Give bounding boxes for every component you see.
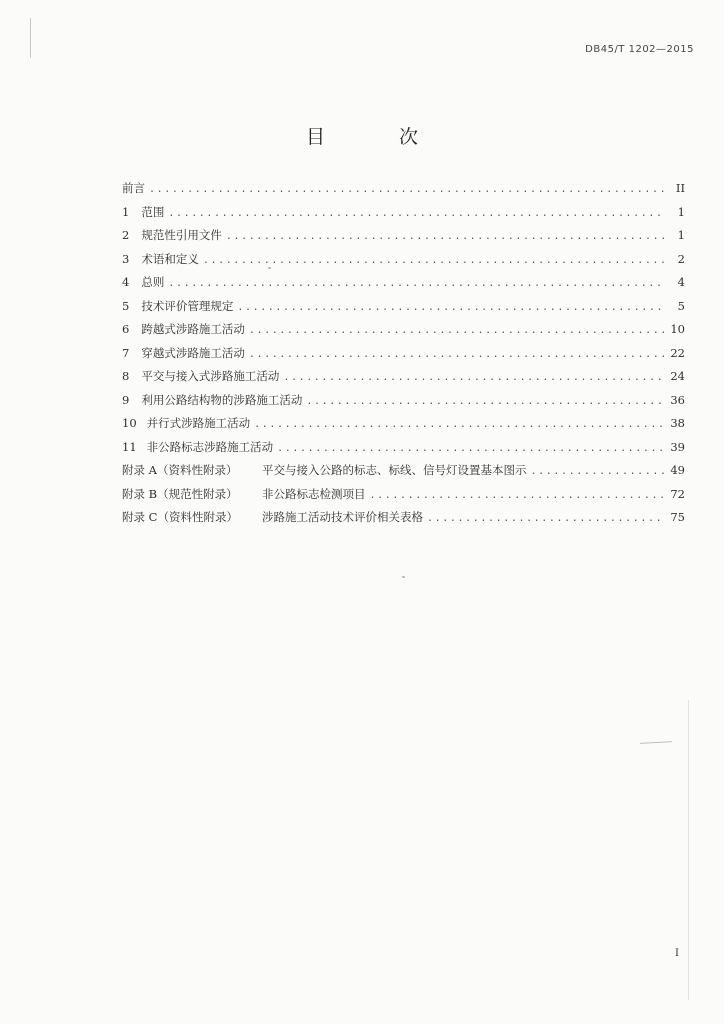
toc-entry-page: 10 [670,322,685,336]
toc-dot-leader [283,366,664,390]
toc-entry-number: 3 [122,251,130,266]
toc-entry[interactable] [122,271,685,295]
toc-dot-leader [203,249,665,273]
toc-entry-title: 范围 [141,204,165,219]
toc-entry-title: 平交与接入式涉路施工活动 [141,369,280,383]
toc-dot-leader [254,413,664,437]
toc-entry-appendix-label: 附录 C（资料性附录） [122,510,238,524]
toc-dot-leader [427,507,664,531]
scan-speck [402,576,405,578]
toc-entry[interactable] [122,506,685,530]
toc-dot-leader [168,272,665,296]
toc-entry-title: 平交与接入公路的标志、标线、信号灯设置基本图示 [262,463,527,477]
page-number: I [675,948,679,959]
toc-entry-page: 38 [670,416,685,430]
toc-entry-number: 8 [122,369,130,383]
toc-entry-title: 技术评价管理规定 [141,298,234,313]
toc-dot-leader [249,319,665,343]
toc-entry-title: 规范性引用文件 [141,228,222,242]
toc-entry[interactable] [122,177,685,201]
toc-entry[interactable] [122,295,685,319]
toc-entry[interactable] [122,224,685,248]
toc-entry-title: 涉路施工活动技术评价相关表格 [262,510,423,524]
toc-entry-number: 1 [122,204,130,219]
toc-entry-page: 5 [677,298,685,313]
toc-entry-page: 1 [677,204,685,219]
toc-entry-appendix-label: 附录 A（资料性附录） [122,463,238,477]
toc-entry-number: 6 [122,322,130,336]
toc-entry-page: 36 [670,392,685,407]
toc-dot-leader [226,225,665,249]
toc-list [122,177,685,530]
toc-entry[interactable] [122,248,685,272]
toc-entry-number: 2 [122,228,130,242]
toc-entry-page: 39 [670,439,685,454]
toc-entry-title: 跨越式涉路施工活动 [141,322,245,336]
toc-entry-title: 利用公路结构物的涉路施工活动 [141,392,303,407]
toc-entry[interactable] [122,318,685,342]
toc-entry-number: 10 [122,416,137,430]
toc-entry-page: 72 [670,486,685,501]
scan-margin-mark [30,18,31,58]
toc-entry-page: 22 [670,345,685,360]
toc-dot-leader [370,484,665,508]
toc-entry[interactable] [122,365,685,389]
toc-entry-title: 并行式涉路施工活动 [146,416,251,430]
toc-entry[interactable] [122,389,685,413]
toc-entry[interactable] [122,201,685,225]
toc-entry[interactable] [122,342,685,366]
toc-entry[interactable] [122,483,685,507]
toc-entry-page: 1 [677,228,685,242]
scan-edge-line [688,700,689,1000]
toc-dot-leader [237,296,665,320]
toc-entry[interactable] [122,412,685,436]
toc-entry-number: 7 [122,345,130,360]
toc-entry-page: II [675,181,685,195]
toc-entry-number: 5 [122,298,130,313]
toc-entry-page: 24 [670,369,685,383]
toc-entry-title: 前言 [122,181,145,195]
toc-entry-number: 11 [122,439,137,454]
toc-title: 目 次 [305,126,453,148]
toc-entry-page: 49 [670,463,685,477]
toc-entry[interactable] [122,436,685,460]
document-code: DB45/T 1202—2015 [585,44,694,55]
toc-dot-leader [306,390,664,414]
toc-dot-leader [168,202,665,226]
toc-entry-appendix-label: 附录 B（规范性附录） [122,486,238,501]
toc-entry-page: 4 [677,275,685,289]
toc-dot-leader [531,460,665,484]
toc-entry-page: 2 [677,251,685,266]
toc-entry[interactable] [122,459,685,483]
scan-stray-stroke [640,741,672,744]
toc-entry-title: 非公路标志检测项目 [262,486,366,501]
toc-dot-leader [277,437,664,461]
toc-entry-page: 75 [670,510,685,524]
toc-entry-number: 9 [122,392,130,407]
toc-entry-title: 总则 [141,275,165,289]
toc-entry-title: 非公路标志涉路施工活动 [146,439,274,454]
toc-dot-leader [249,343,665,367]
toc-dot-leader [149,178,665,202]
toc-entry-number: 4 [122,275,130,289]
toc-entry-title: 穿越式涉路施工活动 [141,345,245,360]
toc-entry-title: 术语和定义 [141,251,199,266]
